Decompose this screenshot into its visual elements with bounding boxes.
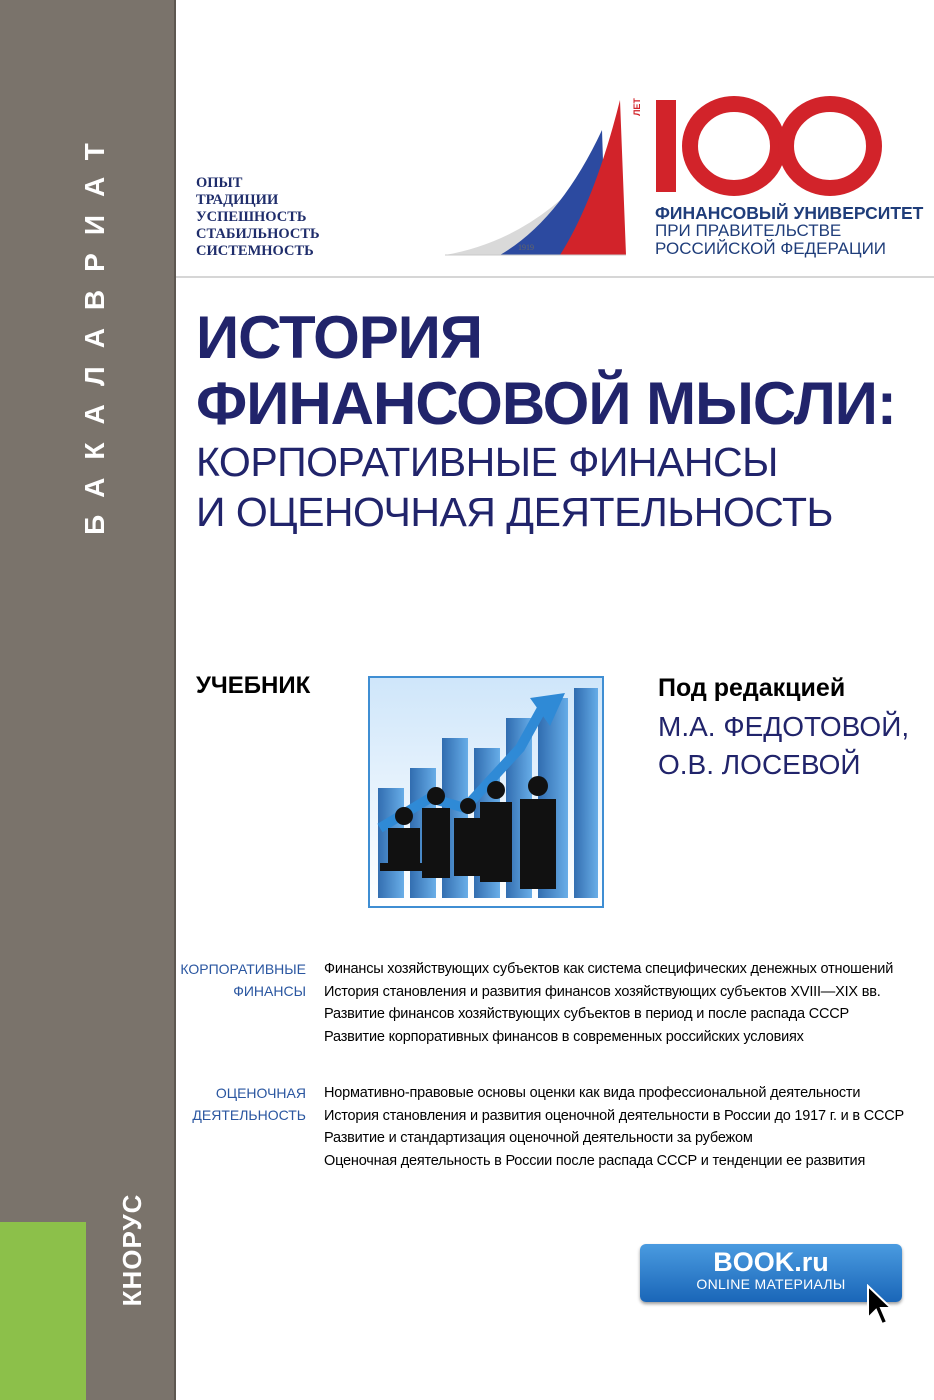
digit-zero-first bbox=[690, 104, 778, 188]
hundred-years-logo bbox=[652, 96, 882, 196]
cover-illustration bbox=[368, 676, 604, 908]
university-logo-swoosh bbox=[440, 90, 630, 260]
value-item: ОПЫТ bbox=[196, 175, 243, 191]
contents-item: Финансы хозяйствующих субъектов как система специфических денежных отношений bbox=[324, 961, 894, 977]
founded-year: 1919 bbox=[518, 243, 534, 252]
editors-lead: Под редакцией bbox=[658, 674, 846, 702]
header-divider bbox=[176, 276, 934, 278]
contents-item: Развитие корпоративных финансов в современных российских условиях bbox=[324, 1028, 804, 1045]
contents-list bbox=[176, 958, 934, 1200]
contents-item: История становления и развития оценочной деятельности в России до 1917 г. и в СССР bbox=[324, 1107, 905, 1124]
business-team-chart-image bbox=[370, 678, 602, 906]
contents-item: Оценочная деятельность в России после распада СССР и тенденции ее развития bbox=[324, 1152, 866, 1169]
contents-category bbox=[180, 958, 306, 1002]
subtitle-line: КОРПОРАТИВНЫЕ ФИНАНСЫ bbox=[196, 439, 778, 485]
book-type: УЧЕБНИК bbox=[196, 672, 311, 699]
digit-one bbox=[656, 100, 676, 192]
editor-name: О.В. ЛОСЕВОЙ bbox=[658, 749, 861, 780]
category-line: ДЕЯТЕЛЬНОСТЬ bbox=[192, 1107, 306, 1123]
editors-block bbox=[658, 672, 909, 784]
bookru-subtitle: ONLINE МАТЕРИАЛЫ bbox=[696, 1276, 846, 1292]
university-line: ПРИ ПРАВИТЕЛЬСТВЕ bbox=[655, 221, 842, 240]
bookru-brand: BOOK.ru bbox=[713, 1247, 829, 1277]
series-label: БАКАЛАВРИАТ bbox=[79, 125, 110, 535]
book-title bbox=[196, 305, 896, 537]
contents-item: Развитие финансов хозяйствующих субъектов в период и после распада СССР bbox=[324, 1006, 850, 1022]
contents-item: Нормативно-правовые основы оценки как вида профессиональной деятельности bbox=[324, 1085, 861, 1101]
values-list bbox=[196, 175, 320, 260]
digit-zero-second bbox=[786, 104, 874, 188]
contents-items bbox=[324, 958, 893, 1048]
bookru-online-button[interactable] bbox=[640, 1244, 902, 1302]
value-item: ТРАДИЦИИ bbox=[196, 192, 279, 208]
value-item: УСПЕШНОСТЬ bbox=[196, 209, 307, 225]
spine-accent bbox=[0, 1222, 86, 1400]
university-line: ФИНАНСОВЫЙ УНИВЕРСИТЕТ bbox=[655, 203, 924, 223]
contents-item: История становления и развития финансов хозяйствующих субъектов XVIII—XIX вв. bbox=[324, 983, 881, 1000]
value-item: СИСТЕМНОСТЬ bbox=[196, 243, 314, 259]
title-line: ИСТОРИЯ bbox=[196, 304, 483, 371]
title-line: ФИНАНСОВОЙ МЫСЛИ: bbox=[196, 370, 896, 437]
contents-group bbox=[176, 958, 934, 1048]
editor-name: М.А. ФЕДОТОВОЙ, bbox=[658, 711, 910, 742]
category-line: ФИНАНСЫ bbox=[233, 983, 306, 999]
category-line: КОРПОРАТИВНЫЕ bbox=[180, 961, 306, 977]
years-label: ЛЕТ bbox=[631, 98, 642, 116]
contents-item: Развитие и стандартизация оценочной деятельности за рубежом bbox=[324, 1130, 753, 1146]
category-line: ОЦЕНОЧНАЯ bbox=[215, 1085, 306, 1101]
university-name bbox=[655, 204, 923, 258]
value-item: СТАБИЛЬНОСТЬ bbox=[196, 226, 320, 242]
contents-group bbox=[176, 1082, 934, 1172]
contents-items bbox=[324, 1082, 904, 1172]
mouse-pointer-icon bbox=[866, 1284, 892, 1328]
university-line: РОССИЙСКОЙ ФЕДЕРАЦИИ bbox=[655, 239, 887, 258]
contents-category bbox=[192, 1082, 306, 1126]
subtitle-line: И ОЦЕНОЧНАЯ ДЕЯТЕЛЬНОСТЬ bbox=[196, 489, 833, 535]
publisher-label: КНОРУС bbox=[117, 1193, 147, 1307]
